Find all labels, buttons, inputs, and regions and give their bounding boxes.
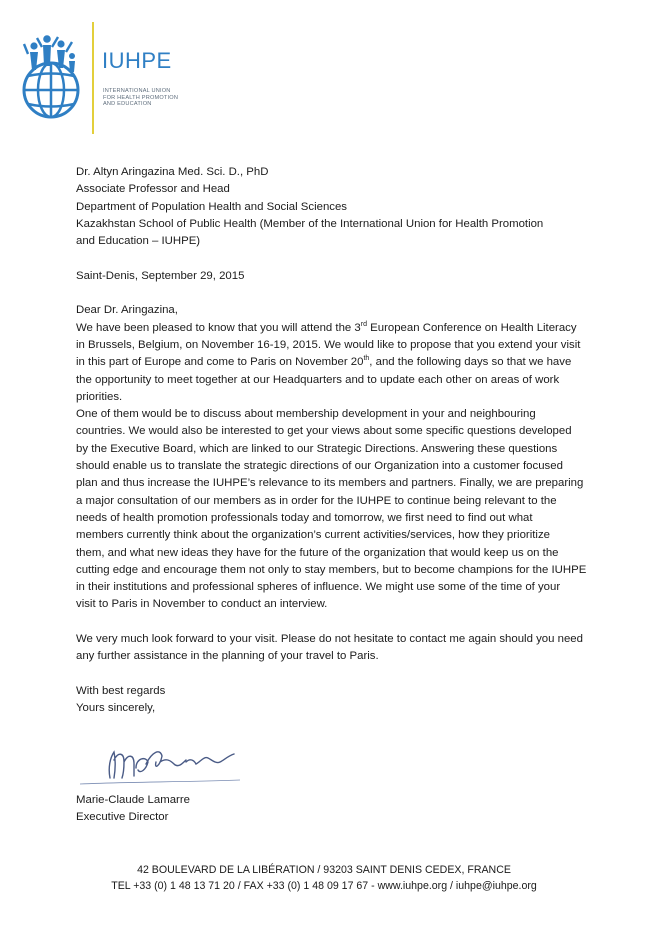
paragraph-2 xyxy=(76,406,587,614)
signatory-title: Executive Director xyxy=(76,811,169,824)
recipient-line: and Education – IUHPE) xyxy=(76,235,201,248)
letter-body xyxy=(76,164,587,718)
paragraph-line: countries. We would also be interested to get your views about some specific questions developed xyxy=(76,425,572,438)
paragraph-line: members currently think about the organization’s current activities/services, how they prioritize xyxy=(76,529,550,542)
closing xyxy=(76,683,576,718)
org-full-name xyxy=(103,88,178,108)
paragraph-line: visit to Paris in November to conduct an interview. xyxy=(76,598,328,611)
paragraph-line: the opportunity to meet together at our Headquarters and to update each other on areas of work xyxy=(76,373,560,386)
closing-line: Yours sincerely, xyxy=(76,702,156,715)
paragraph-line: needs of health promotion professionals today and tomorrow, we first need to find out what xyxy=(76,511,533,524)
org-full-name-line: INTERNATIONAL UNION xyxy=(103,88,171,94)
paragraph-line: cutting edge and encourage them not only to stay members, but to become champions for the IUHPE xyxy=(76,563,587,576)
paragraph-line: in their institutions and professional spheres of influence. We might use some of the time of your xyxy=(76,581,561,594)
paragraph-line: priorities. xyxy=(76,390,123,403)
signatory-name: Marie-Claude Lamarre xyxy=(76,794,190,806)
letter-footer xyxy=(0,863,648,895)
recipient-address xyxy=(76,164,576,250)
paragraph-line: by the Executive Board, which are linked to our Strategic Directions. Answering these questions xyxy=(76,442,558,455)
org-full-name-line: AND EDUCATION xyxy=(103,101,152,108)
signatory-block xyxy=(76,792,190,827)
footer-contact: TEL +33 (0) 1 48 13 71 20 / FAX +33 (0) 1 48 09 17 67 - www.iuhpe.org / iuhpe@iuhpe.org xyxy=(111,879,537,892)
paragraph-line: plan and thus increase the IUHPE’s relevance to its members and partners. Finally, we are preparing xyxy=(76,477,584,490)
paragraph-line: should enable us to translate the strategic directions of our Organization into a customer focused xyxy=(76,460,563,473)
letterhead-divider xyxy=(92,22,94,134)
date-line: Saint-Denis, September 29, 2015 xyxy=(76,269,245,282)
paragraph-1 xyxy=(76,320,581,406)
letterhead xyxy=(0,0,648,140)
paragraph-line: in Brussels, Belgium, on November 16-19, 2015. We would like to propose that you extend your visit xyxy=(76,338,581,351)
recipient-line: Dr. Altyn Aringazina Med. Sci. D., PhD xyxy=(76,166,269,178)
paragraph-line: them, and what new ideas they have for the future of the organization that would keep us on the xyxy=(76,546,559,559)
recipient-line: Kazakhstan School of Public Health (Member of the International Union for Health Promotion xyxy=(76,217,544,230)
globe-with-people-logo-icon xyxy=(20,30,82,126)
paragraph-line: any further assistance in the planning of your travel to Paris. xyxy=(76,650,379,663)
handwritten-signature xyxy=(74,742,244,790)
salutation: Dear Dr. Aringazina, xyxy=(76,304,178,317)
paragraph-3 xyxy=(76,631,583,666)
recipient-line: Department of Population Health and Social Sciences xyxy=(76,200,348,213)
org-abbreviation: IUHPE xyxy=(102,48,172,73)
org-full-name-line: FOR HEALTH PROMOTION xyxy=(103,94,179,101)
closing-line: With best regards xyxy=(76,684,166,697)
paragraph-line: We very much look forward to your visit. Please do not hesitate to contact me again should you need xyxy=(76,633,583,646)
paragraph-line: We have been pleased to know that you will attend the 3rd European Conference on Health Literacy xyxy=(76,320,577,334)
recipient-line: Associate Professor and Head xyxy=(76,183,230,196)
paragraph-line: in this part of Europe and come to Paris on November 20th, and the following days so that we have xyxy=(76,355,572,369)
paragraph-line: a major consultation of our members as in order for the IUHPE to continue being relevant to the xyxy=(76,494,557,507)
paragraph-line: One of them would be to discuss about membership development in your and neighbouring xyxy=(76,408,536,421)
footer-address: 42 BOULEVARD DE LA LIBÉRATION / 93203 SAINT DENIS CEDEX, FRANCE xyxy=(137,864,511,876)
